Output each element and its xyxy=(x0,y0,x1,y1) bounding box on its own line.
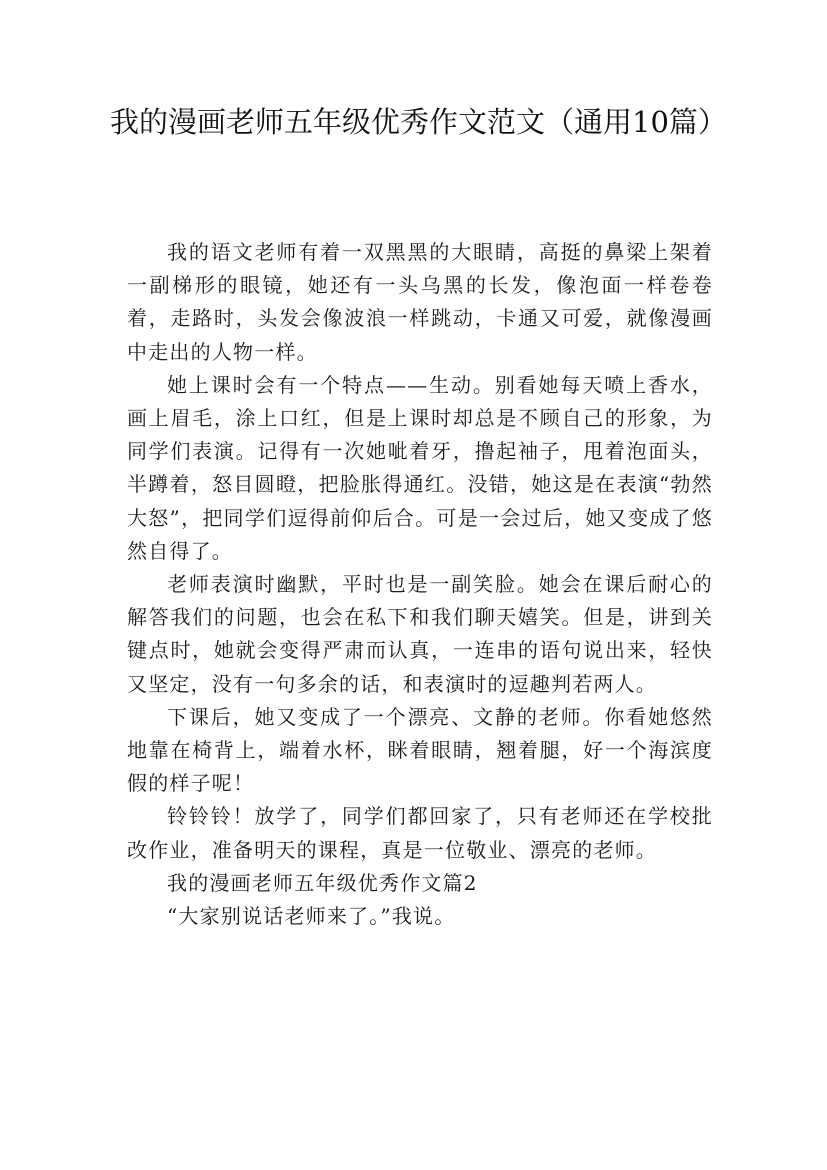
section-heading: 我的漫画老师五年级优秀作文篇2 xyxy=(167,870,478,895)
paragraph-3: 老师表演时幽默，平时也是一副笑脸。她会在课后耐心的解答我们的问题，也会在私下和我们聊天嬉笑。但是，讲到关键点时，她就会变得严肃而认真，一连串的语句说出来，轻快又坚定，没有一句多余的话，和表演时的逗趣判若两人。 xyxy=(127,572,713,696)
paragraph-5: 铃铃铃！放学了，同学们都回家了，只有老师还在学校批改作业，准备明天的课程，真是一位敬业、漂亮的老师。 xyxy=(127,804,713,862)
paragraph-4: 下课后，她又变成了一个漂亮、文静的老师。你看她悠然地靠在椅背上，端着水杯，眯着眼睛，翘着腿，好一个海滨度假的样子呢！ xyxy=(127,704,713,796)
document-title: 我的漫画老师五年级优秀作文范文（通用10篇） xyxy=(110,105,727,139)
paragraph-2: 她上课时会有一个特点——生动。别看她每天喷上香水，画上眉毛，涂上口红，但是上课时却总是不顾自己的形象，为同学们表演。记得有一次她呲着牙，撸起袖子，甩着泡面头，半蹲着，怒目圆瞪，把脸胀得通红。没错，她这是在表演“勃然大怒”，把同学们逗得前仰后合。可是一会过后，她又变成了悠然自得了。 xyxy=(127,372,713,563)
document-body xyxy=(127,236,713,933)
paragraph-6: “大家别说话老师来了。”我说。 xyxy=(167,904,456,929)
paragraph-1: 我的语文老师有着一双黑黑的大眼睛，高挺的鼻梁上架着一副梯形的眼镜，她还有一头乌黑的长发，像泡面一样卷卷着，走路时，头发会像波浪一样跳动，卡通又可爱，就像漫画中走出的人物一样。 xyxy=(127,240,713,364)
